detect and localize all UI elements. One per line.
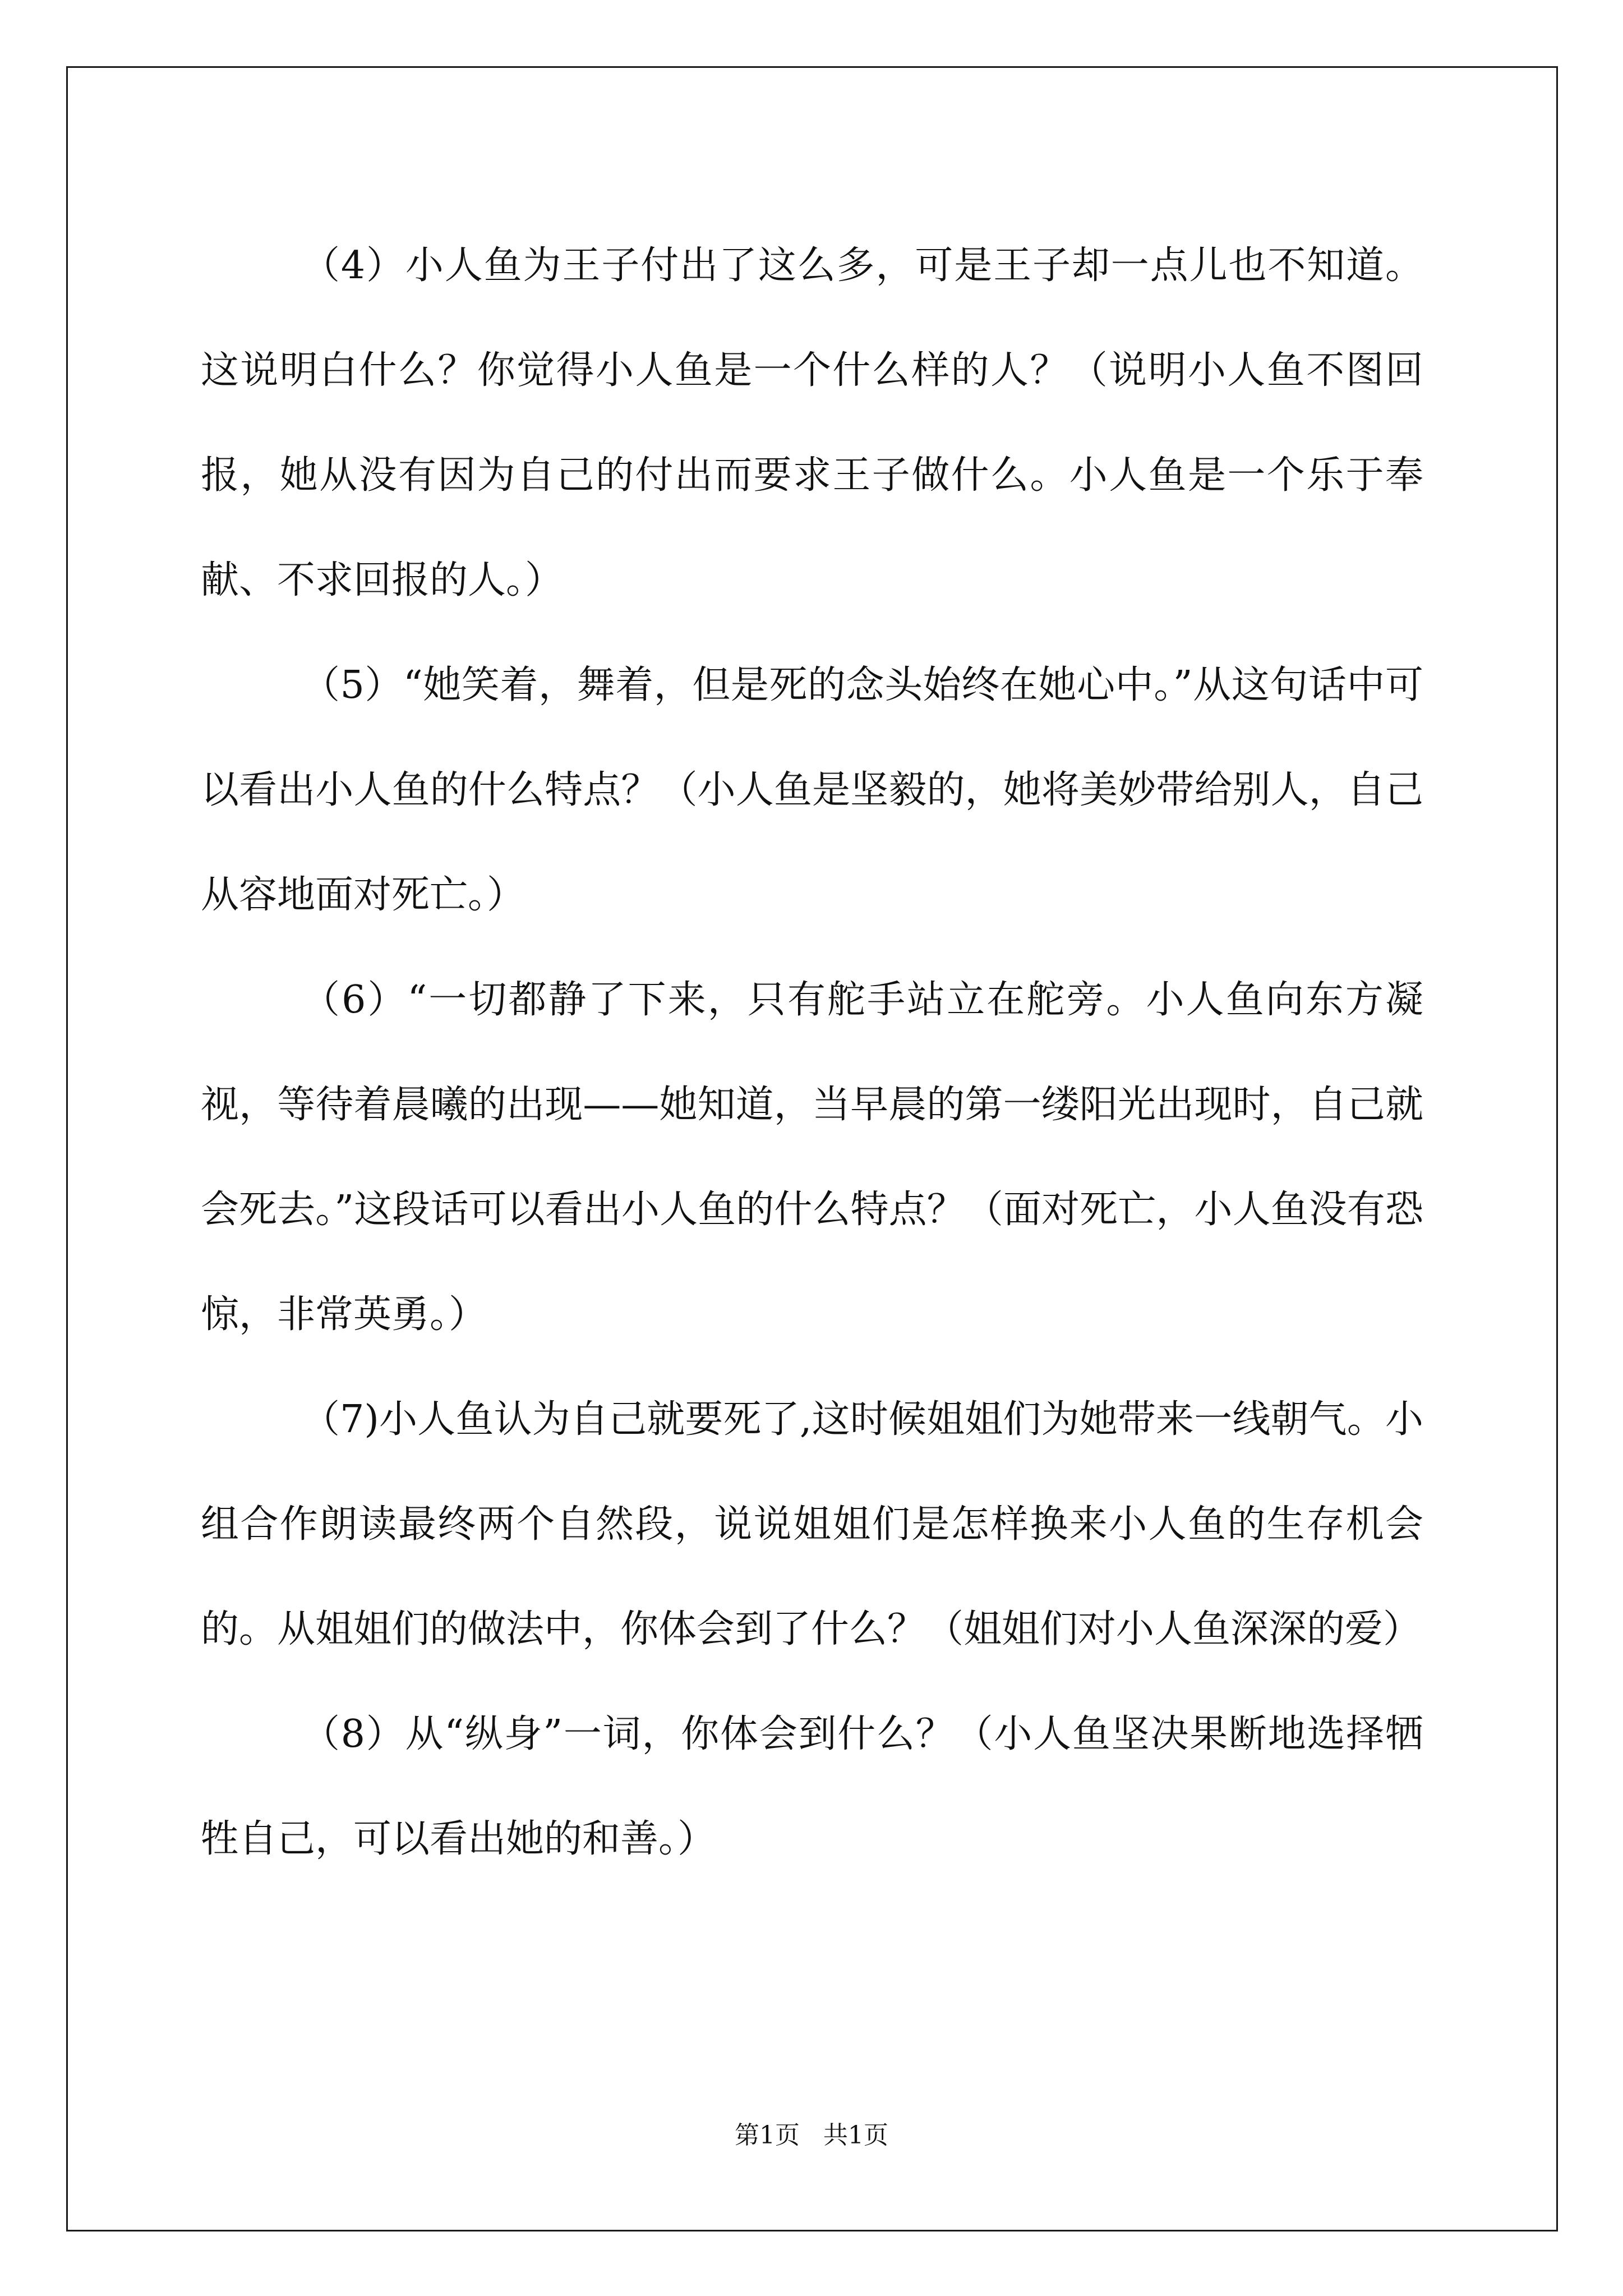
document-body: [201, 213, 1423, 1892]
paragraph-6: （6）“一切都静了下来，只有舵手站立在舵旁。小人鱼向东方凝视，等待着晨曦的出现——她知道，当早晨的第一缕阳光出现时，自己就会死去。”这段话可以看出小人鱼的什么特点？（面对死亡，小人鱼没有恐惊，非常英勇。）: [201, 978, 1423, 1337]
paragraph-8: （8）从“纵身”一词，你体会到什么？（小人鱼坚决果断地选择牺牲自己，可以看出她的和善。）: [201, 1712, 1423, 1861]
page-footer: 第1页 共1页: [735, 2121, 888, 2150]
paragraph-5: （5）“她笑着，舞着，但是死的念头始终在她心中。”从这句话中可以看出小人鱼的什么特点？（小人鱼是坚毅的，她将美妙带给别人，自己从容地面对死亡。）: [201, 663, 1423, 917]
paragraph-4: （4）小人鱼为王子付出了这么多，可是王子却一点儿也不知道。这说明白什么？你觉得小人鱼是一个什么样的人？（说明小人鱼不图回报，她从没有因为自己的付出而要求王子做什么。小人鱼是一个乐于奉献、不求回报的人。）: [201, 243, 1423, 602]
paragraph-7: （7)小人鱼认为自己就要死了,这时候姐姐们为她带来一线朝气。小组合作朗读最终两个自然段，说说姐姐们是怎样换来小人鱼的生存机会的。从姐姐们的做法中，你体会到了什么？（姐姐们对小人鱼深深的爱）: [201, 1397, 1423, 1651]
